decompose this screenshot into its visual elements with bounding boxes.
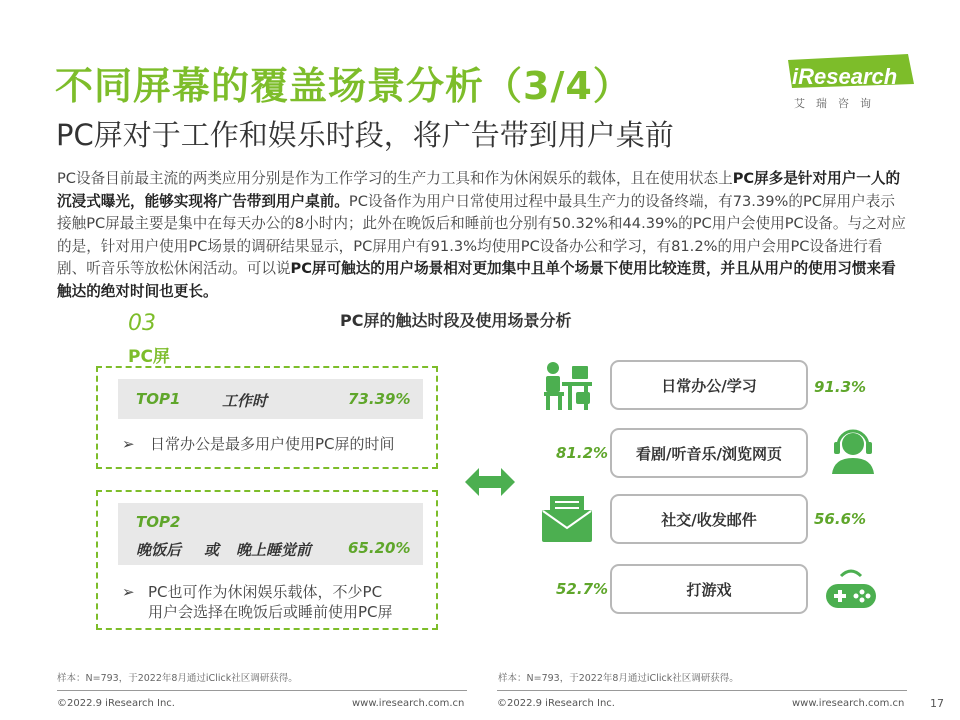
section-number: 03: [128, 311, 156, 336]
scene-social-label: 社交/收发邮件: [661, 510, 757, 529]
logo-brand: iResearch: [792, 64, 898, 89]
footer-url-left[interactable]: www.iresearch.com.cn: [352, 698, 465, 709]
scene-social-pill: [610, 494, 808, 544]
scene-office-label: 日常办公/学习: [661, 376, 757, 395]
intro-text-1: PC设备目前最主流的两类应用分别是作为工作学习的生产力工具和作为休闲娱乐的载体，且在使用状态上: [57, 170, 733, 187]
scene-entertainment-pill: [610, 428, 808, 478]
footer-divider-right: [497, 690, 907, 691]
bullet-icon: ➢: [122, 435, 135, 453]
section-name: PC屏: [128, 347, 170, 367]
footer-divider-left: [57, 690, 467, 691]
top2-value: 65.20%: [348, 539, 411, 557]
page-title: 不同屏幕的覆盖场景分析（3/4）: [55, 64, 632, 108]
footer-copyright-left: ©2022.9 iResearch Inc.: [57, 698, 175, 709]
double-arrow-icon: [465, 465, 515, 499]
scene-games-pill: [610, 564, 808, 614]
top1-value: 73.39%: [348, 390, 411, 408]
top2-bar: [118, 503, 423, 565]
scene-games-label: 打游戏: [686, 580, 732, 599]
top2-rank: TOP2: [136, 513, 181, 531]
sample-note-right: 样本：N=793，于2022年8月通过iClick社区调研获得。: [498, 673, 739, 684]
top1-bar: [118, 379, 423, 419]
headphones-icon: [826, 424, 880, 476]
scene-entertainment-label: 看剧/听音乐/浏览网页: [636, 444, 782, 463]
top2-label-or: 或: [204, 541, 220, 559]
page-number: 17: [930, 697, 944, 710]
top2-description-2: 用户会选择在晚饭后或睡前使用PC屏: [148, 603, 393, 621]
intro-bold-2: PC屏可触达的用户场景相对更加集中且单个场景下使用比较连贯，并且从用户的使用习惯来看触达的绝对时间也更长。: [57, 260, 896, 300]
office-worker-icon: [538, 358, 596, 412]
top1-box: [96, 366, 438, 469]
scene-social-value: 56.6%: [814, 510, 867, 528]
chart-title: PC屏的触达时段及使用场景分析: [340, 311, 572, 330]
top2-box: [96, 490, 438, 630]
footer-copyright-right: ©2022.9 iResearch Inc.: [497, 698, 615, 709]
scene-games-value: 52.7%: [556, 580, 609, 598]
top2-label-b: 晚上睡觉前: [236, 541, 312, 559]
sample-note-left: 样本：N=793，于2022年8月通过iClick社区调研获得。: [57, 673, 298, 684]
scene-entertainment-value: 81.2%: [556, 444, 609, 462]
top1-description: 日常办公是最多用户使用PC屏的时间: [150, 435, 395, 453]
gamepad-icon: [824, 566, 878, 610]
scene-office-pill: [610, 360, 808, 410]
intro-text-2: PC设备作为用户日常使用过程中最具生产力的设备终端，有73.39%的PC屏用户表示接触PC屏最主要是集中在每天办公的8小时内；此外在晚饭后和睡前也分别有50.32%和44.39%的PC用户会使用PC设备。与之对应的是，针对用户使用PC场景的调研结果显示，PC屏用户有91.3%均使用PC设备办公和学习，有81.2%的用户会用PC设备进行看剧、听音乐等放松休闲活动。可以说: [57, 192, 906, 278]
top1-rank: TOP1: [136, 390, 181, 408]
scene-office-value: 91.3%: [814, 378, 867, 396]
page-subtitle: PC屏对于工作和娱乐时段，将广告带到用户桌前: [56, 118, 674, 152]
mail-icon: [540, 494, 594, 544]
footer-url-right[interactable]: www.iresearch.com.cn: [792, 698, 905, 709]
intro-paragraph: [57, 168, 907, 304]
bullet-icon: ➢: [122, 583, 135, 601]
logo-subtext: 艾瑞咨询: [794, 97, 882, 110]
top2-label-a: 晚饭后: [136, 541, 182, 559]
intro-bold-1: PC屏多是针对用户一人的沉浸式曝光，能够实现将广告带到用户桌前。: [57, 170, 901, 210]
top2-description-1: PC也可作为休闲娱乐载体，不少PC: [148, 583, 383, 601]
top1-label: 工作时: [222, 392, 268, 410]
iresearch-logo: [786, 50, 916, 110]
